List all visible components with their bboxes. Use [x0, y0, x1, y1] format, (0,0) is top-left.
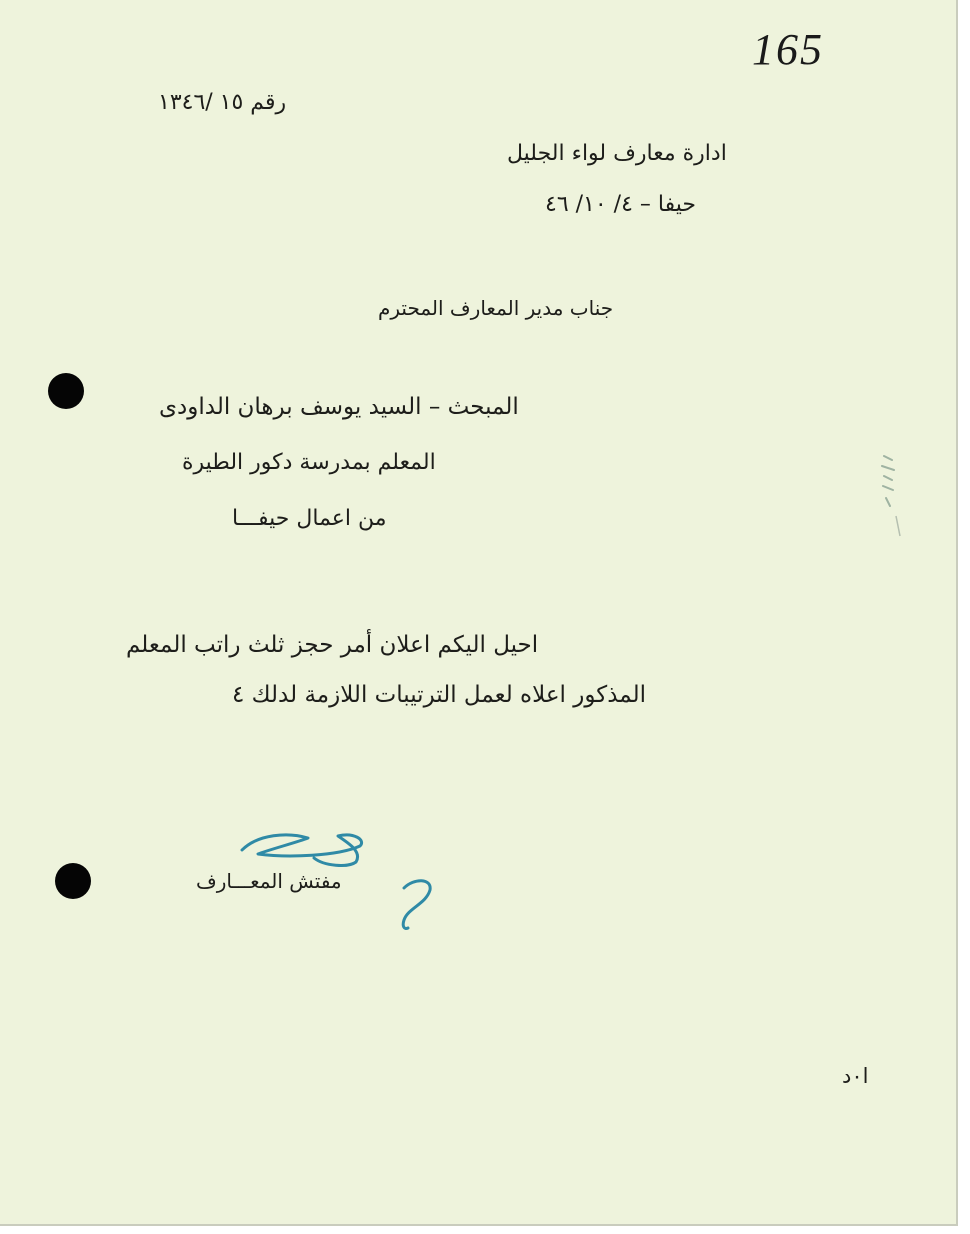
punch-hole-top	[48, 373, 84, 409]
page-edge-right	[956, 0, 958, 1226]
footer-initials: ا٠د	[842, 1064, 869, 1088]
subject-line-2: المعلم بمدرسة دكور الطيرة	[182, 450, 436, 475]
addressee: جناب مدير المعارف المحترم	[378, 296, 614, 320]
body-line-1: احيل اليكم اعلان أمر حجز ثلث راتب المعلم	[126, 632, 539, 658]
subject-line-1: المبحث – السيد يوسف برهان الداودى	[159, 394, 519, 420]
place-date: حيفا – ٤/ ١٠/ ٤٦	[545, 192, 696, 217]
page-number: 165	[752, 25, 824, 74]
page-edge-bottom	[0, 1224, 958, 1226]
subject-line-3: من اعمال حيفـــا	[232, 506, 387, 531]
reference-number: رقم ١٥ /١٣٤٦	[158, 90, 287, 115]
punch-hole-bottom	[55, 863, 91, 899]
office-name: ادارة معارف لواء الجليل	[507, 141, 727, 166]
signature-title: مفتش المعـــارف	[196, 869, 342, 893]
body-line-2: المذكور اعلاه لعمل الترتيبات اللازمة لدلك ٤	[232, 682, 646, 708]
margin-pencil-mark	[872, 446, 904, 546]
